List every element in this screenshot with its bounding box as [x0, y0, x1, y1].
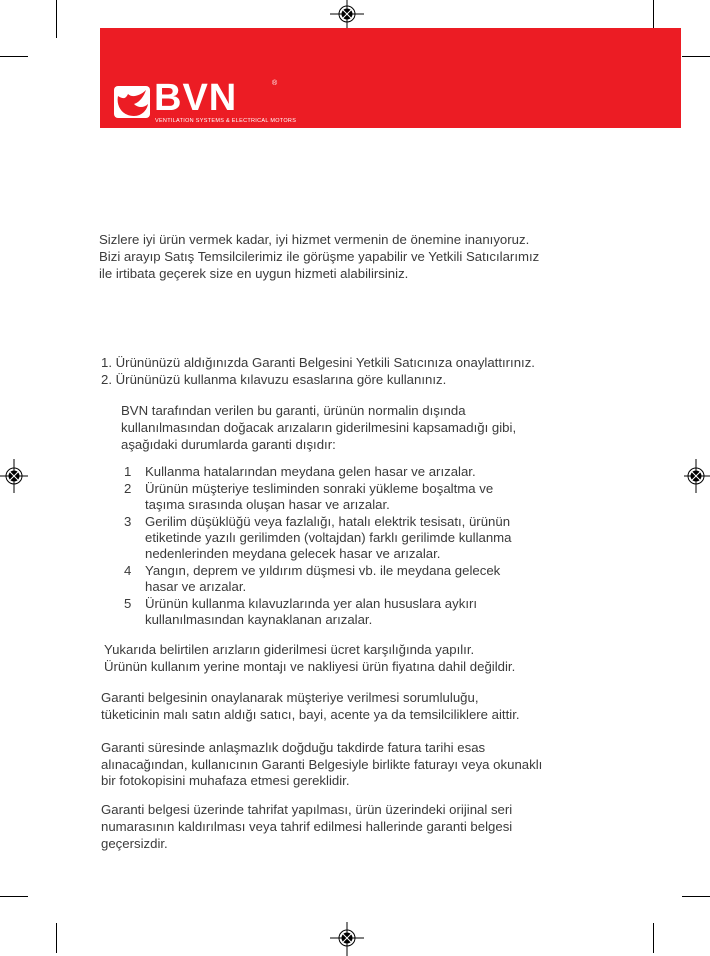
brand-name: BVN	[154, 77, 238, 119]
exclusion-text: Yangın, deprem ve yıldırım düşmesi vb. ile meydana gelecek	[145, 563, 501, 578]
exclusion-intro-line: aşağıdaki durumlarda garanti dışıdır:	[121, 437, 336, 452]
crop-mark-bottom-right-v	[653, 923, 654, 953]
exclusion-text: Ürünün kullanma kılavuzlarında yer alan hususlara aykırı	[145, 596, 478, 611]
exclusion-number: 2	[124, 481, 132, 496]
crop-mark-bottom-left-v	[56, 923, 57, 953]
note-line: Garanti süresinde anlaşmazlık doğduğu takdirde fatura tarihi esas	[101, 740, 486, 755]
crop-mark-bottom-left-h	[0, 896, 28, 897]
note-line: geçersizdir.	[101, 836, 168, 851]
registered-mark: ®	[272, 80, 278, 87]
crop-mark-top-right-h	[682, 56, 710, 57]
brand-logo	[114, 77, 297, 126]
exclusion-text: Gerilim düşüklüğü veya fazlalığı, hatalı elektrik tesisatı, ürünün	[145, 514, 511, 529]
crop-mark-top-left-v	[56, 0, 57, 38]
exclusion-number: 1	[124, 464, 132, 479]
exclusion-text: nedenlerinden meydana gelecek hasar ve arızalar.	[145, 546, 441, 561]
exclusion-number: 3	[124, 514, 132, 529]
note-line: Ürünün kullanım yerine montajı ve nakliyesi ürün fiyatına dahil değildir.	[104, 659, 516, 674]
note-line: numarasının kaldırılması veya tahrif edilmesi hallerinde garanti belgesi	[101, 819, 513, 834]
registration-mark-bottom-icon	[330, 922, 364, 956]
note-line: Yukarıda belirtilen arızların giderilmesi ücret karşılığında yapılır.	[104, 642, 475, 657]
exclusion-text: etiketinde yazılı gerilimden (voltajdan) farklı gerilimde kullanma	[145, 530, 512, 545]
exclusion-number: 4	[124, 563, 132, 578]
brand-tagline: VENTILATION SYSTEMS & ELECTRICAL MOTORS	[155, 118, 297, 124]
crop-mark-top-left-h	[0, 56, 28, 57]
intro-line: Sizlere iyi ürün vermek kadar, iyi hizmet vermenin de önemine inanıyoruz.	[99, 232, 530, 247]
exclusion-text: taşıma sırasında oluşan hasar ve arızalar.	[145, 497, 390, 512]
exclusion-text: kullanılmasından kaynaklanan arızalar.	[145, 612, 373, 627]
exclusion-text: hasar ve arızalar.	[145, 579, 247, 594]
registration-mark-right-icon	[678, 459, 710, 493]
step-item: 2. Ürününüzü kullanma kılavuzu esaslarına göre kullanınız.	[101, 372, 447, 387]
note-line: Garanti belgesinin onaylanarak müşteriye verilmesi sorumluluğu,	[101, 690, 479, 705]
note-line: Garanti belgesi üzerinde tahrifat yapılması, ürün üzerindeki orijinal seri	[101, 802, 513, 817]
exclusion-text: Kullanma hatalarından meydana gelen hasar ve arızalar.	[145, 464, 476, 479]
note-line: alınacağından, kullanıcının Garanti Belgesiyle birlikte faturayı veya okunaklı	[101, 757, 543, 772]
intro-line: Bizi arayıp Satış Temsilcilerimiz ile görüşme yapabilir ve Yetkili Satıcılarımız	[99, 249, 540, 264]
exclusion-text: Ürünün müşteriye tesliminden sonraki yükleme boşaltma ve	[145, 481, 494, 496]
note-line: bir fotokopisini muhafaza etmesi gereklidir.	[101, 773, 350, 788]
exclusion-number: 5	[124, 596, 132, 611]
crop-mark-bottom-right-h	[682, 896, 710, 897]
registration-mark-left-icon	[0, 459, 34, 493]
wing-logo-icon	[114, 86, 150, 118]
note-line: tüketicinin malı satın aldığı satıcı, bayi, acente ya da temsilciliklere aittir.	[101, 707, 520, 722]
step-item: 1. Ürününüzü aldığınızda Garanti Belgesini Yetkili Satıcınıza onaylattırınız.	[101, 355, 535, 370]
intro-line: ile irtibata geçerek size en uygun hizmeti alabilirsiniz.	[99, 266, 409, 281]
exclusion-intro-line: BVN tarafından verilen bu garanti, ürünün normalin dışında	[121, 403, 466, 418]
exclusion-intro-line: kullanılmasından doğacak arızaların giderilmesini kapsamadığı gibi,	[121, 420, 517, 435]
